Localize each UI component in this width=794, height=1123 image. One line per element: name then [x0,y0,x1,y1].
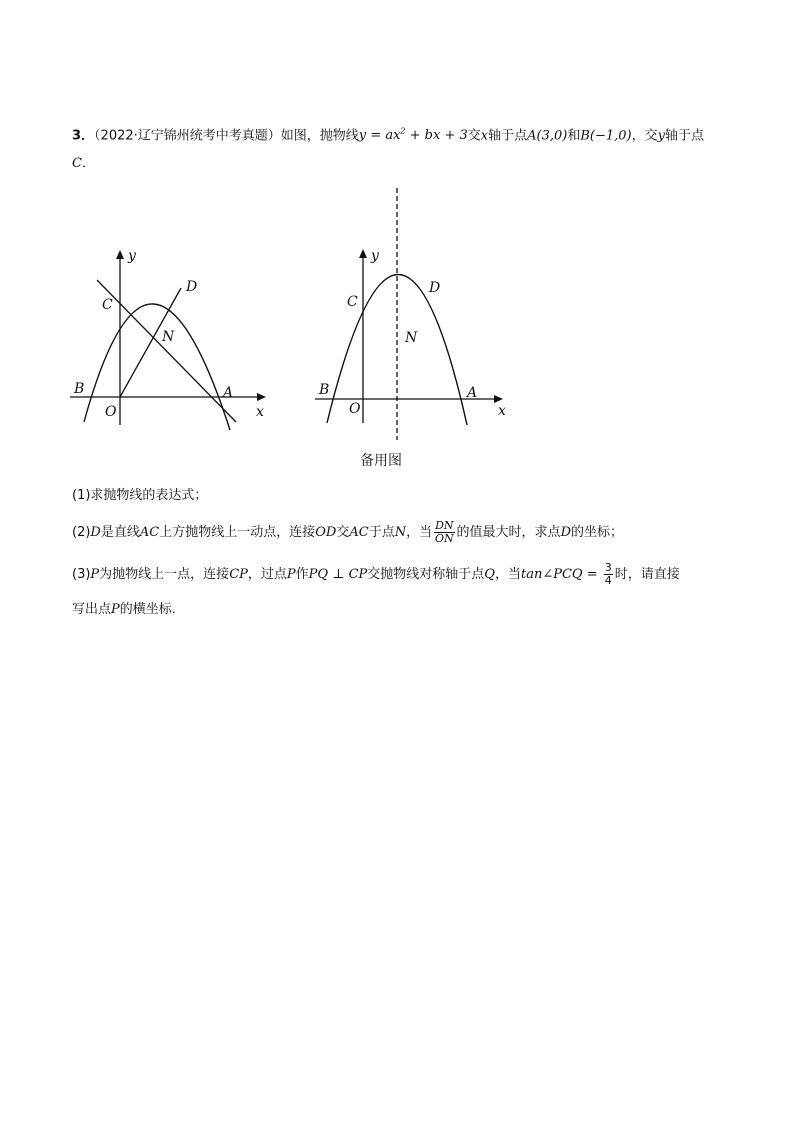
fig2-label-o: O [349,401,361,417]
stem-text-3: 轴于点 [488,128,528,144]
fraction-3-4: $\frac{3}{4}$ [604,561,612,587]
point-b-coord: B(−1,0) [580,128,632,144]
problem-source: （2022·辽宁锦州统考中考真题） [94,128,281,144]
fig1-label-d: D [186,279,198,295]
fig2-label-a: A [467,385,478,401]
fig1-label-y: y [128,248,136,264]
stem-text-1: 如图，抛物线 [280,128,359,144]
fig2-label-b: B [319,382,330,398]
y-variable: y [657,128,665,144]
part-1: (1)求抛物线的表达式； [72,488,208,503]
fig2-label-x: x [498,403,506,419]
part-3-line1: (3)P为抛物线上一点，连接CP，过点P作PQ ⊥ CP交抛物线对称轴于点Q，当tan∠PCQ = $\frac{3}{4}$ 时，请直接 [72,561,680,587]
part-3-line2: 写出点P的横坐标． [72,602,185,617]
part-2: (2)D是直线AC上方抛物线上一动点，连接OD交AC于点N，当 $\frac{DN}{ON}$ 的值最大时，求点D的坐标； [72,519,624,545]
fig1-x-arrow [257,393,266,401]
figure-2 [305,185,515,443]
fraction-dn-on: $\frac{DN}{ON}$ [434,519,454,545]
problem-stem-line1 [72,122,704,146]
fig1-label-b: B [74,381,85,397]
x-variable: x [480,128,489,144]
fig2-x-arrow [494,395,503,403]
fig1-y-arrow [116,250,124,259]
figure-1 [60,240,280,430]
point-a-coord: A(3,0) [527,128,568,144]
problem-number: 3． [72,128,95,144]
problem-stem-line2: C． [72,156,95,171]
fig2-y-arrow [359,249,367,258]
fig2-label-c: C [347,294,358,310]
stem-text-4: 和 [567,128,581,144]
fig1-label-c: C [102,297,113,313]
equation: $y = ax^2$ + bx + 3 [358,127,468,144]
figure-2-caption: 备用图 [360,453,402,469]
fig1-label-x: x [256,404,264,420]
fig1-line-ac [97,280,236,422]
fig2-label-y: y [371,248,379,264]
fig2-label-n: N [405,330,418,346]
fig2-label-d: D [429,280,441,296]
stem-text-6: 轴于点 [665,128,705,144]
point-c-label: C [72,156,82,171]
stem-text-5: ，交 [631,128,658,144]
fig1-label-o: O [105,404,117,420]
fig1-label-a: A [223,385,234,401]
stem-text-2: 交 [467,128,481,144]
fig1-label-n: N [162,329,175,345]
